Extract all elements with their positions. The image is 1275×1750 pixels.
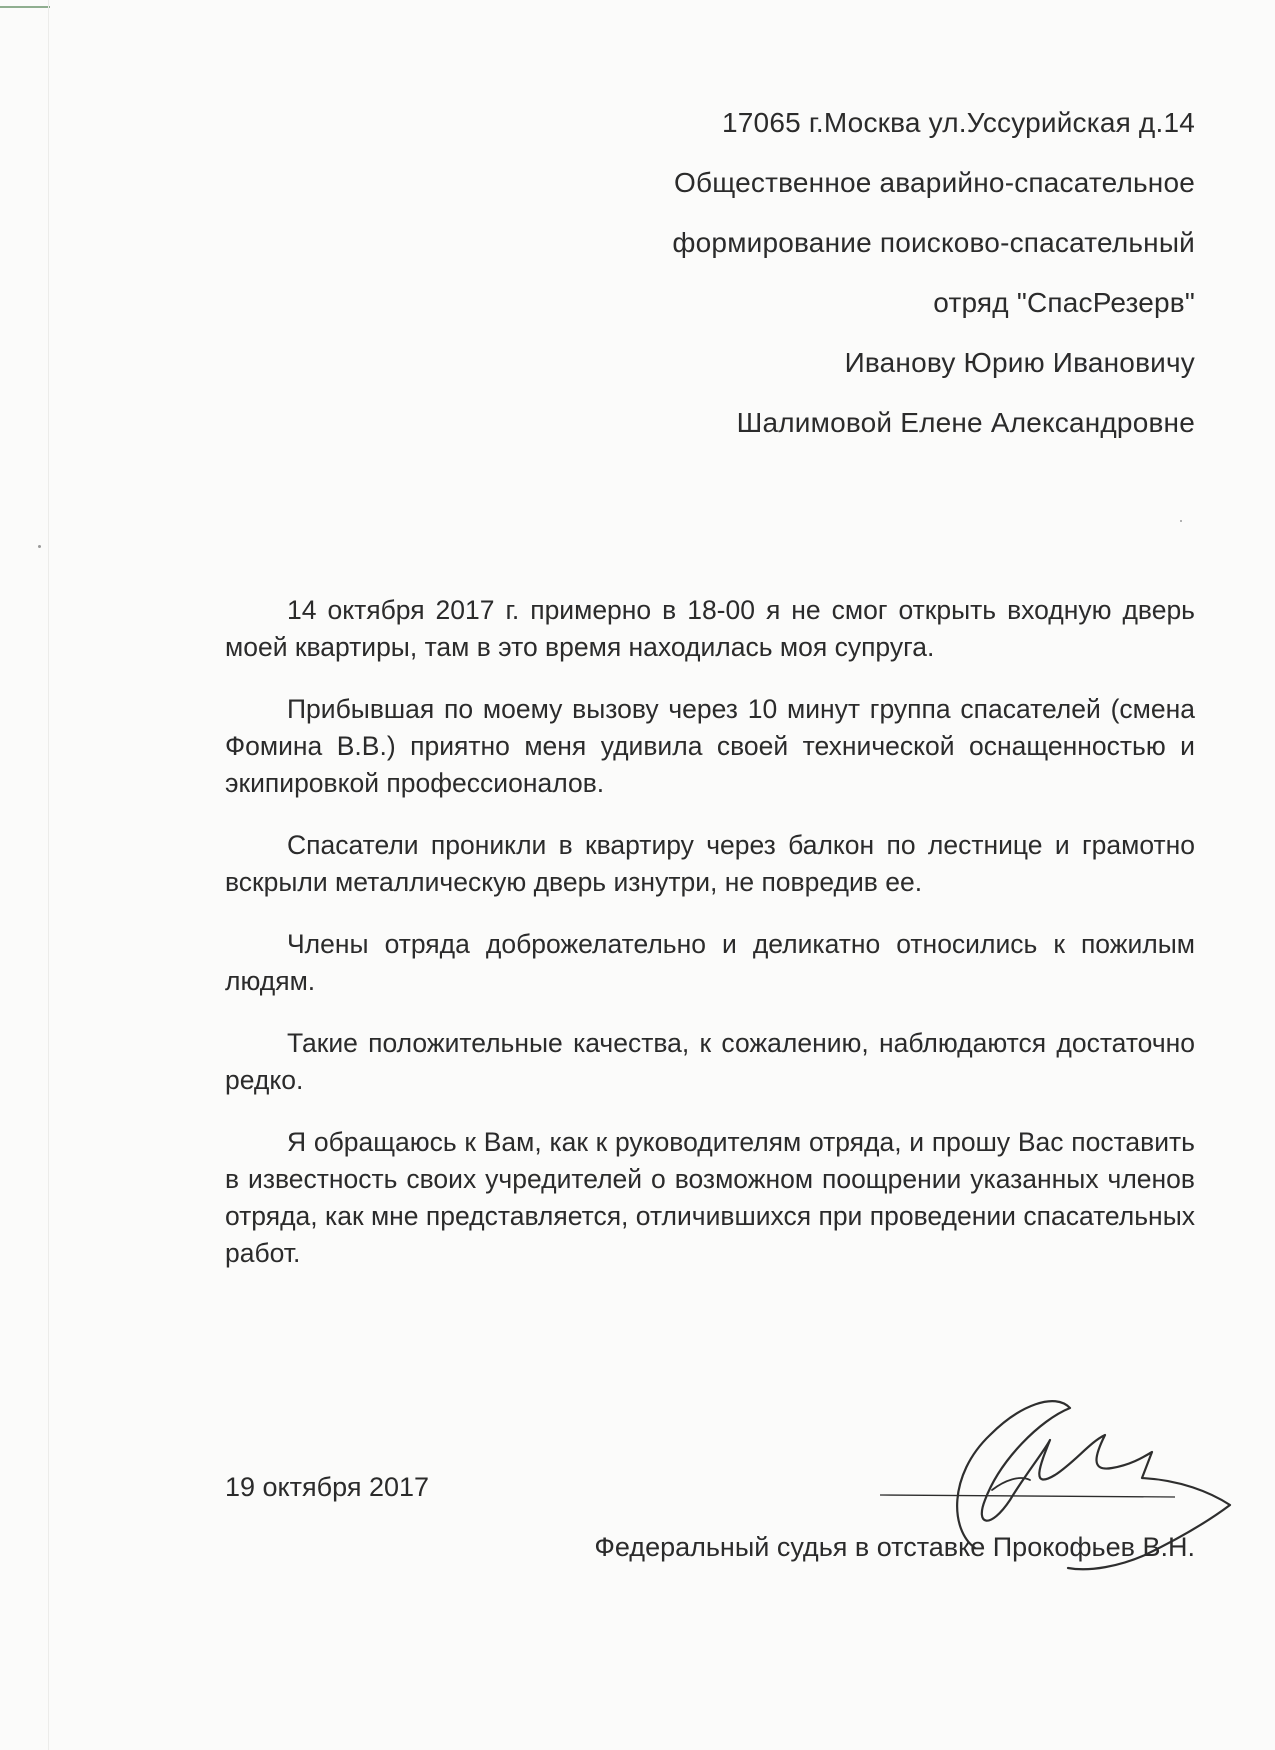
scan-edge-shadow	[48, 0, 49, 1750]
signer-name: Федеральный судья в отставке Прокофьев В.Н.	[594, 1532, 1195, 1562]
body-paragraph: Прибывшая по моему вызову через 10 минут группа спасателей (смена Фомина В.В.) приятно меня удивила своей технической оснащенностью и экипировкой профессионалов.	[225, 694, 1195, 798]
letter-body	[225, 592, 1195, 1297]
body-paragraph: Спасатели проникли в квартиру через балкон по лестнице и грамотно вскрыли металлическую дверь изнутри, не повредив ее.	[225, 830, 1195, 897]
letter-date: 19 октября 2017	[225, 1472, 430, 1502]
recipient-person-2: Шалимовой Елене Александровне	[736, 407, 1195, 438]
recipient-person-1: Иванову Юрию Ивановичу	[844, 347, 1195, 378]
body-paragraph: 14 октября 2017 г. примерно в 18-00 я не смог открыть входную дверь моей квартиры, там в это время находилась моя супруга.	[225, 595, 1195, 662]
scan-edge-mark	[0, 6, 50, 8]
recipient-address: 17065 г.Москва ул.Уссурийская д.14	[722, 107, 1195, 138]
body-paragraph: Такие положительные качества, к сожалению, наблюдаются достаточно редко.	[225, 1028, 1195, 1095]
recipient-org-line-3: отряд "СпасРезерв"	[933, 287, 1195, 318]
scan-speck	[38, 545, 41, 548]
body-paragraph: Члены отряда доброжелательно и деликатно относились к пожилым людям.	[225, 929, 1195, 996]
recipient-org-line-2: формирование поисково-спасательный	[672, 227, 1195, 258]
scan-speck	[1180, 520, 1182, 522]
recipient-org-line-1: Общественное аварийно-спасательное	[673, 167, 1195, 198]
body-paragraph: Я обращаюсь к Вам, как к руководителям отряда, и прошу Вас поставить в известность своих учредителей о возможном поощрении указанных членов отряда, как мне представляется, отличившихся при проведении спасательных работ.	[225, 1127, 1195, 1268]
recipient-block	[495, 108, 1195, 468]
